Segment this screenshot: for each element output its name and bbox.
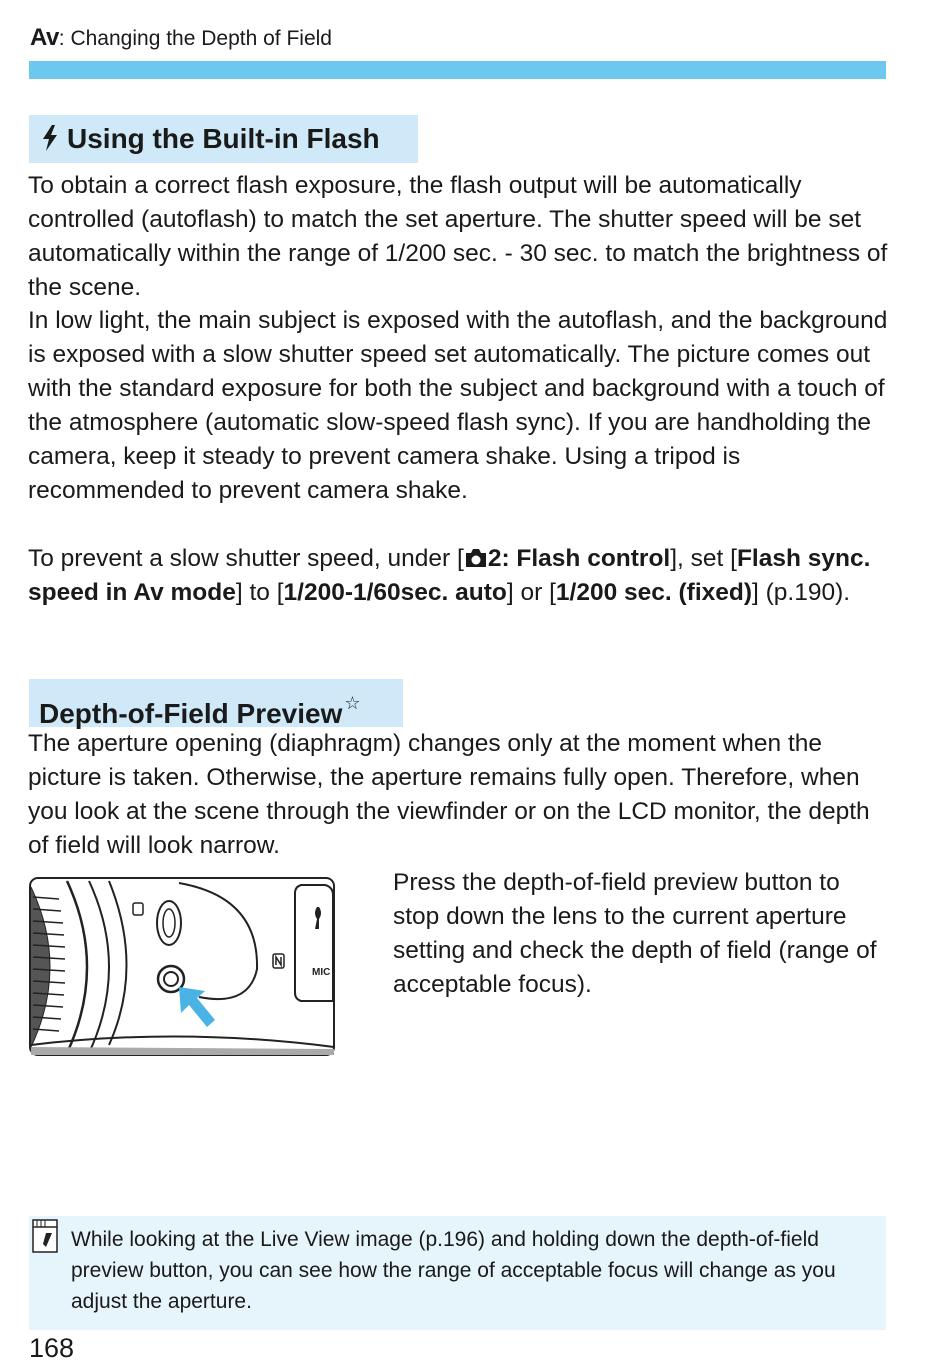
flash-paragraph-2: In low light, the main subject is exposed with the autoflash, and the background is exposed with a slow shutter speed set automatically. The picture comes out with the standard exposure for both the subject and background with a touch of the atmosphere (automatic slow-speed flash sync). If you are handholding the camera, keep it steady to prevent camera shake. Using a tripod is recommended to prevent camera shake. xyxy=(28,307,888,504)
camera-menu-icon xyxy=(464,547,488,569)
page-header xyxy=(30,24,332,52)
option-auto: 1/200-1/60sec. auto xyxy=(283,579,507,606)
menu-flash-control: 2: Flash control xyxy=(487,545,671,572)
menu-flash-sync-speed: Flash sync. speed in Av mode xyxy=(28,545,871,606)
header-bar xyxy=(29,61,886,79)
flash-heading-text: Using the Built-in Flash xyxy=(67,123,380,154)
text-run: ] (p.190). xyxy=(752,579,851,606)
dof-button-instructions: Press the depth-of-field preview button to stop down the lens to the current aperture setting and check the depth of field (range of acceptable focus). xyxy=(393,869,877,998)
star-icon: ☆ xyxy=(344,693,361,713)
header-title: : Changing the Depth of Field xyxy=(58,27,332,50)
page-number: 168 xyxy=(29,1333,75,1363)
av-mode-label: Av xyxy=(30,24,59,51)
note-box xyxy=(29,1216,886,1330)
text-run: ], set [ xyxy=(670,545,737,572)
note-text: While looking at the Live View image (p.196) and holding down the depth-of-field preview button, you can see how the range of acceptable focus will change as you adjust the aperture. xyxy=(71,1228,836,1313)
mic-label: MIC xyxy=(312,967,331,978)
dof-section-heading xyxy=(29,679,403,727)
flash-paragraph-3 xyxy=(28,542,888,610)
memo-icon xyxy=(32,1219,58,1253)
dof-heading-text: Depth-of-Field Preview xyxy=(39,698,343,729)
option-fixed: 1/200 sec. (fixed) xyxy=(555,579,752,606)
dof-paragraph-1: The aperture opening (diaphragm) changes only at the moment when the picture is taken. Otherwise, the aperture remains fully open. Therefore, when you look at the scene through the viewfinder or on the LCD monitor, the depth of field will look narrow. xyxy=(28,730,870,859)
flash-paragraph-1: To obtain a correct flash exposure, the flash output will be automatically controlled (autoflash) to match the set aperture. The shutter speed will be set automatically within the range of 1/200 sec. - 30 sec. to match the brightness of the scene. xyxy=(28,172,888,301)
text-run: To prevent a slow shutter speed, under [ xyxy=(28,545,464,572)
text-run: ] to [ xyxy=(235,579,284,606)
flash-icon xyxy=(39,124,61,152)
flash-section-heading xyxy=(29,115,418,163)
text-run: ] or [ xyxy=(506,579,556,606)
camera-illustration xyxy=(29,877,335,1057)
